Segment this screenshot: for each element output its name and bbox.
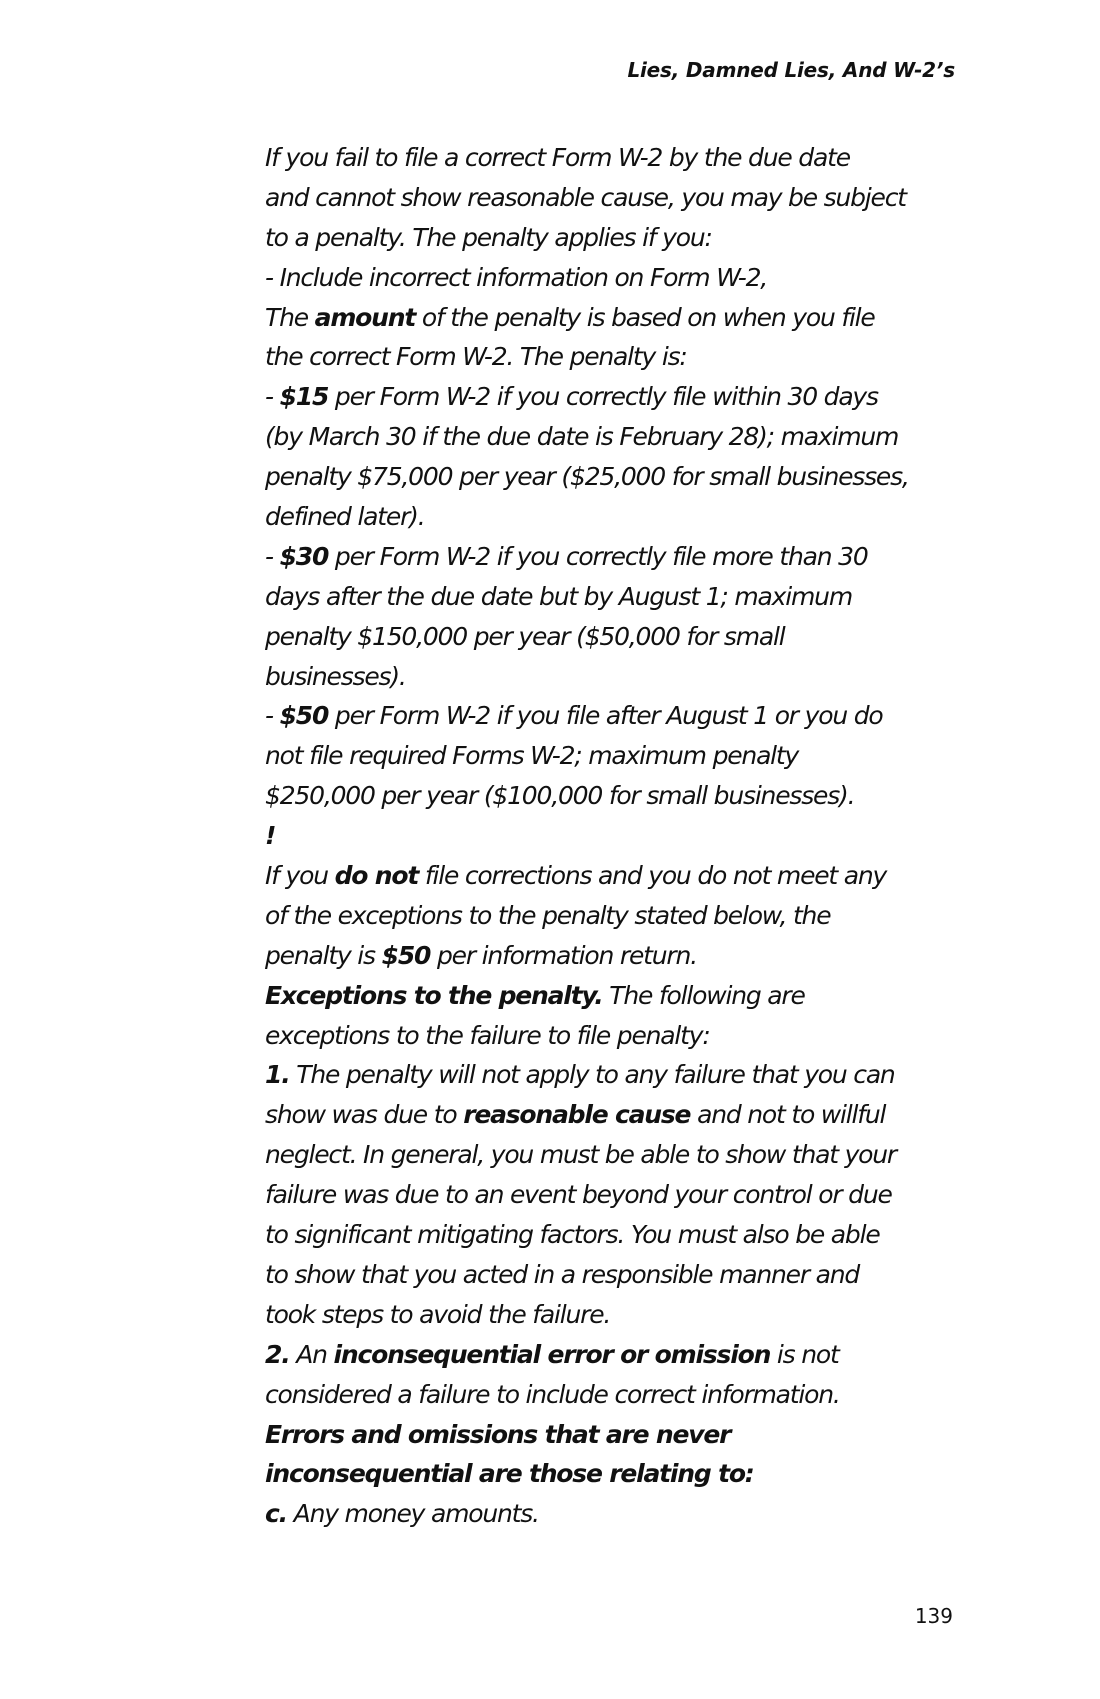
text-line xyxy=(265,1175,965,1215)
text-run: is not xyxy=(770,1339,839,1369)
bold-text: c. xyxy=(265,1499,287,1529)
bold-text: amount xyxy=(314,302,416,332)
bold-text: $50 xyxy=(381,940,431,970)
text-line xyxy=(265,1055,965,1095)
bold-text: $50 xyxy=(279,701,329,731)
bold-text: 1. xyxy=(265,1060,290,1090)
bold-text: $30 xyxy=(279,541,329,571)
text-run: to significant mitigating factors. You must also be able xyxy=(265,1220,880,1250)
text-run: - xyxy=(265,541,280,571)
text-run: days after the due date but by August 1; maximum xyxy=(265,581,852,611)
text-line xyxy=(265,577,965,617)
text-run: (by March 30 if the due date is February 28); maximum xyxy=(265,422,899,452)
text-line xyxy=(265,1215,965,1255)
text-line xyxy=(265,976,965,1016)
text-run: The following are xyxy=(602,980,805,1010)
text-line xyxy=(265,1494,965,1534)
bold-text: do not xyxy=(334,861,419,891)
text-line xyxy=(265,377,965,417)
text-run: failure was due to an event beyond your control or due xyxy=(265,1180,892,1210)
text-run: The penalty will not apply to any failure that you can xyxy=(289,1060,895,1090)
text-run: - xyxy=(265,382,280,412)
text-line xyxy=(265,816,965,856)
bold-text: inconsequential are those relating to: xyxy=(265,1459,754,1489)
text-line xyxy=(265,1454,965,1494)
bold-text: $15 xyxy=(279,382,329,412)
running-header-title: Lies, Damned Lies, And W-2’s xyxy=(627,58,955,82)
text-line xyxy=(265,178,965,218)
text-run: - Include incorrect information on Form W-2, xyxy=(265,262,768,292)
text-line xyxy=(265,1135,965,1175)
text-line xyxy=(265,457,965,497)
page-number: 139 xyxy=(914,1604,953,1628)
text-run: and cannot show reasonable cause, you may be subject xyxy=(265,182,906,212)
text-run: $250,000 per year ($100,000 for small businesses). xyxy=(265,781,855,811)
body-text xyxy=(265,138,965,1534)
text-run: penalty is xyxy=(265,940,382,970)
bold-text: reasonable cause xyxy=(463,1100,691,1130)
text-line xyxy=(265,497,965,537)
text-run: penalty $150,000 per year ($50,000 for small xyxy=(265,621,785,651)
text-line xyxy=(265,1295,965,1335)
text-line xyxy=(265,1095,965,1135)
text-line xyxy=(265,856,965,896)
text-run: neglect. In general, you must be able to show that your xyxy=(265,1140,896,1170)
text-line xyxy=(265,617,965,657)
text-line xyxy=(265,1255,965,1295)
text-line xyxy=(265,696,965,736)
text-run: to show that you acted in a responsible manner and xyxy=(265,1259,860,1289)
text-line xyxy=(265,417,965,457)
bold-text: 2. xyxy=(265,1339,290,1369)
text-run: considered a failure to include correct information. xyxy=(265,1379,840,1409)
text-run: per information return. xyxy=(430,940,697,970)
text-line xyxy=(265,218,965,258)
text-run: show was due to xyxy=(265,1100,464,1130)
text-run: The xyxy=(265,302,315,332)
text-run: and not to willful xyxy=(690,1100,886,1130)
text-line xyxy=(265,337,965,377)
text-run: not file required Forms W-2; maximum penalty xyxy=(265,741,799,771)
text-line xyxy=(265,736,965,776)
text-line xyxy=(265,298,965,338)
bold-text: Errors and omissions that are never xyxy=(265,1419,731,1449)
text-line xyxy=(265,896,965,936)
text-line xyxy=(265,1016,965,1056)
text-run: penalty $75,000 per year ($25,000 for small businesses, xyxy=(265,462,909,492)
text-run: file corrections and you do not meet any xyxy=(418,861,887,891)
text-run: businesses). xyxy=(265,661,406,691)
text-run: An xyxy=(289,1339,334,1369)
bold-text: Exceptions to the penalty. xyxy=(265,980,603,1010)
text-run: defined later). xyxy=(265,502,425,532)
text-line xyxy=(265,657,965,697)
text-line xyxy=(265,936,965,976)
text-run: per Form W-2 if you correctly file more than 30 xyxy=(328,541,868,571)
text-run: to a penalty. The penalty applies if you: xyxy=(265,222,712,252)
bold-text: ! xyxy=(265,821,276,851)
text-line xyxy=(265,537,965,577)
text-run: took steps to avoid the failure. xyxy=(265,1299,611,1329)
text-run: If you xyxy=(265,861,335,891)
text-run: per Form W-2 if you correctly file within 30 days xyxy=(328,382,878,412)
text-run: per Form W-2 if you file after August 1 or you do xyxy=(328,701,883,731)
text-run: If you fail to file a correct Form W-2 by the due date xyxy=(265,143,850,172)
bold-text: inconsequential error or omission xyxy=(333,1339,771,1369)
text-line xyxy=(265,258,965,298)
text-run: Any money amounts. xyxy=(286,1499,539,1529)
text-line xyxy=(265,1415,965,1455)
text-run: of the exceptions to the penalty stated below, the xyxy=(265,900,831,930)
text-run: exceptions to the failure to file penalty: xyxy=(265,1020,710,1050)
text-line xyxy=(265,138,965,178)
text-run: the correct Form W-2. The penalty is: xyxy=(265,342,687,372)
text-line xyxy=(265,1375,965,1415)
text-line xyxy=(265,1335,965,1375)
text-run: - xyxy=(265,701,280,731)
text-run: of the penalty is based on when you file xyxy=(415,302,875,332)
text-line xyxy=(265,776,965,816)
